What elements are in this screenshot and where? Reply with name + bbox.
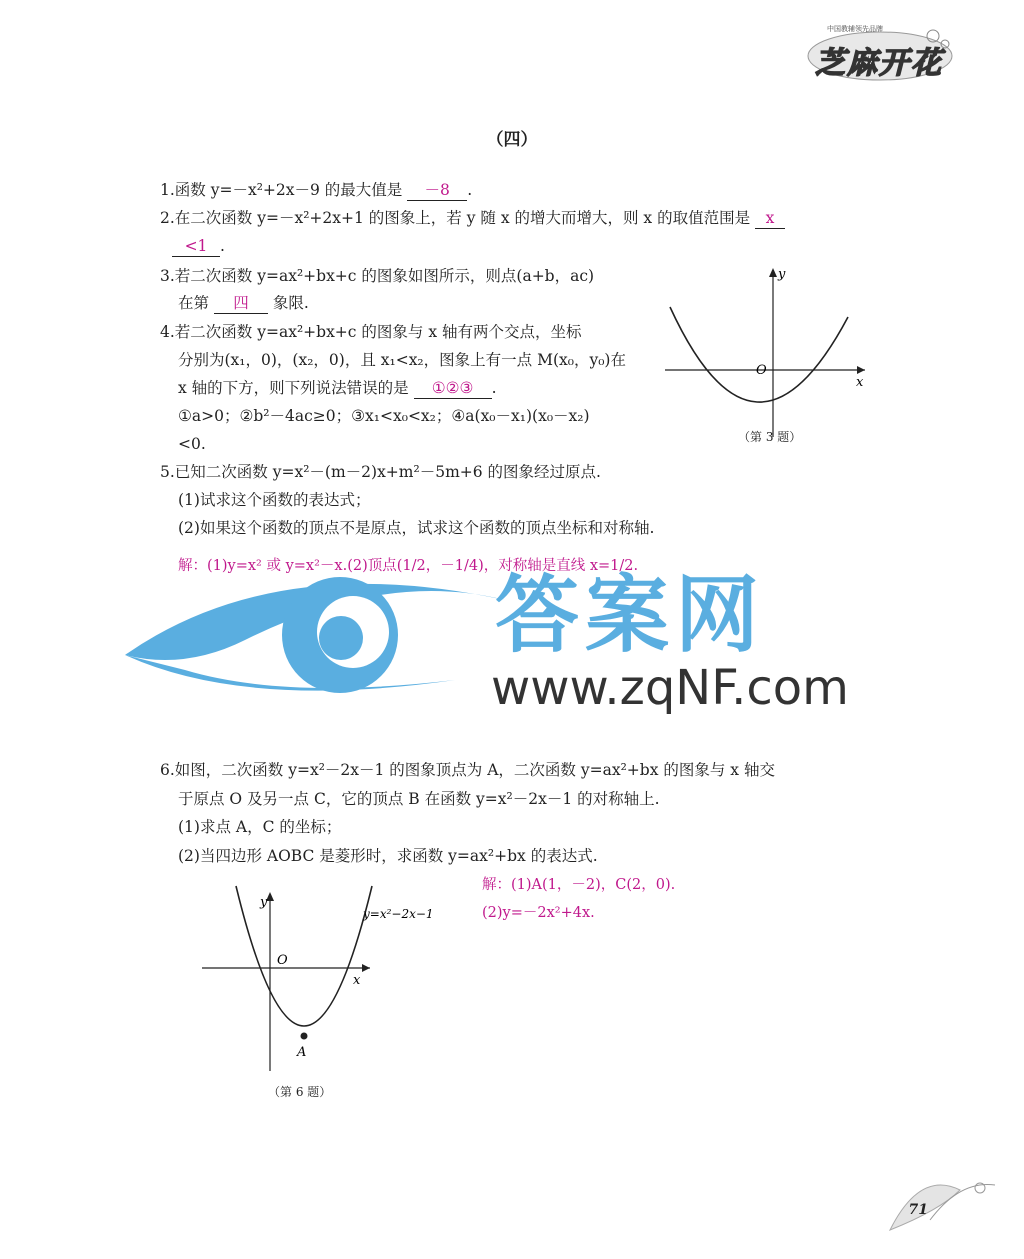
q4-suffix: .	[491, 379, 497, 397]
q6-solution-line2: (2)y=－2x²+4x.	[482, 905, 595, 921]
question-3: 3.若二次函数 y=ax²+bx+c 的图象如图所示，则点(a+b，ac)	[160, 267, 595, 285]
question-6-line3: (1)求点 A，C 的坐标；	[178, 818, 342, 836]
fig3-origin-label: O	[756, 363, 767, 378]
question-4-line4: ①a>0；②b²－4ac≥0；③x₁<x₀<x₂；④a(x₀－x₁)(x₀－x₂)	[178, 407, 590, 425]
question-6-line4: (2)当四边形 AOBC 是菱形时，求函数 y=ax²+bx 的表达式.	[178, 847, 598, 865]
question-2	[160, 208, 785, 229]
fig3-caption: （第 3 题）	[738, 430, 802, 444]
fig6-parabola	[236, 886, 372, 1026]
figure-3-graph	[660, 262, 875, 447]
q3-answer: 四	[214, 293, 268, 314]
question-4-line1: 4.若二次函数 y=ax²+bx+c 的图象与 x 轴有两个交点，坐标	[160, 323, 582, 341]
section-title: （四）	[486, 130, 538, 150]
fig6-origin-label: O	[277, 953, 288, 968]
question-6-line1: 6.如图，二次函数 y=x²－2x－1 的图象顶点为 A，二次函数 y=ax²+bx 的图象与 x 轴交	[160, 761, 775, 779]
fig6-vertex-point	[301, 1033, 308, 1040]
fig3-y-arrow	[769, 268, 777, 277]
question-6-line2: 于原点 O 及另一点 C，它的顶点 B 在函数 y=x²－2x－1 的对称轴上.	[178, 790, 660, 808]
fig3-parabola	[670, 307, 848, 402]
fig6-curve-label: y=x²−2x−1	[363, 907, 434, 921]
fig6-x-label: x	[353, 973, 361, 988]
q2-answer-part1: x	[755, 208, 785, 229]
publisher-logo	[805, 22, 955, 84]
fig3-x-label: x	[856, 375, 864, 390]
q3-prefix: 在第	[178, 294, 210, 312]
q1-suffix: .	[467, 181, 473, 199]
watermark-url: www.zqNF.com	[491, 660, 849, 716]
figure-6-graph	[200, 876, 445, 1076]
fig6-x-arrow	[362, 964, 370, 972]
fig3-x-arrow	[857, 366, 865, 374]
logo-tagline: 中国教辅领先品牌	[827, 25, 883, 33]
q2-answer-part2: <1	[172, 236, 220, 257]
page-number: 71	[908, 1202, 928, 1218]
q6-solution-line1: 解：(1)A(1，－2)，C(2，0).	[482, 877, 676, 893]
q3-suffix: 象限.	[272, 294, 309, 312]
q1-answer: －8	[407, 180, 467, 201]
q2-text: 2.在二次函数 y=－x²+2x+1 的图象上，若 y 随 x 的增大而增大，则 x 的取值范围是	[160, 209, 751, 227]
question-5-line1: 5.已知二次函数 y=x²－(m－2)x+m²－5m+6 的图象经过原点.	[160, 463, 601, 481]
question-3-cont	[178, 293, 309, 314]
logo-text: 芝麻开花	[815, 46, 943, 81]
question-5-line3: (2)如果这个函数的顶点不是原点，试求这个函数的顶点坐标和对称轴.	[178, 519, 655, 537]
fig6-vertex-label: A	[297, 1045, 307, 1060]
fig3-y-label: y	[778, 267, 786, 282]
question-5-line2: (1)试求这个函数的表达式；	[178, 491, 371, 509]
question-4-line5: <0.	[178, 435, 206, 453]
question-1	[160, 180, 472, 201]
q4-prefix: x 轴的下方，则下列说法错误的是	[178, 379, 409, 397]
question-4-line3	[178, 378, 497, 399]
watermark-cn-text: 答案网	[495, 566, 766, 664]
q2-suffix: .	[220, 237, 225, 255]
q1-text: 1.函数 y=－x²+2x－9 的最大值是	[160, 181, 403, 199]
fig6-caption: （第 6 题）	[268, 1085, 332, 1099]
question-2-cont	[172, 236, 225, 257]
footer-flower-icon	[880, 1160, 1000, 1240]
question-4-line2: 分别为(x₁，0)，(x₂，0)，且 x₁<x₂，图象上有一点 M(x₀，y₀)在	[178, 351, 626, 369]
fig6-y-label: y	[260, 895, 268, 910]
watermark	[125, 560, 885, 720]
q4-answer: ①②③	[414, 378, 492, 399]
q5-solution: 解：(1)y=x² 或 y=x²－x.(2)顶点(1/2，－1/4)，对称轴是直线 x=1/2.	[178, 558, 639, 574]
